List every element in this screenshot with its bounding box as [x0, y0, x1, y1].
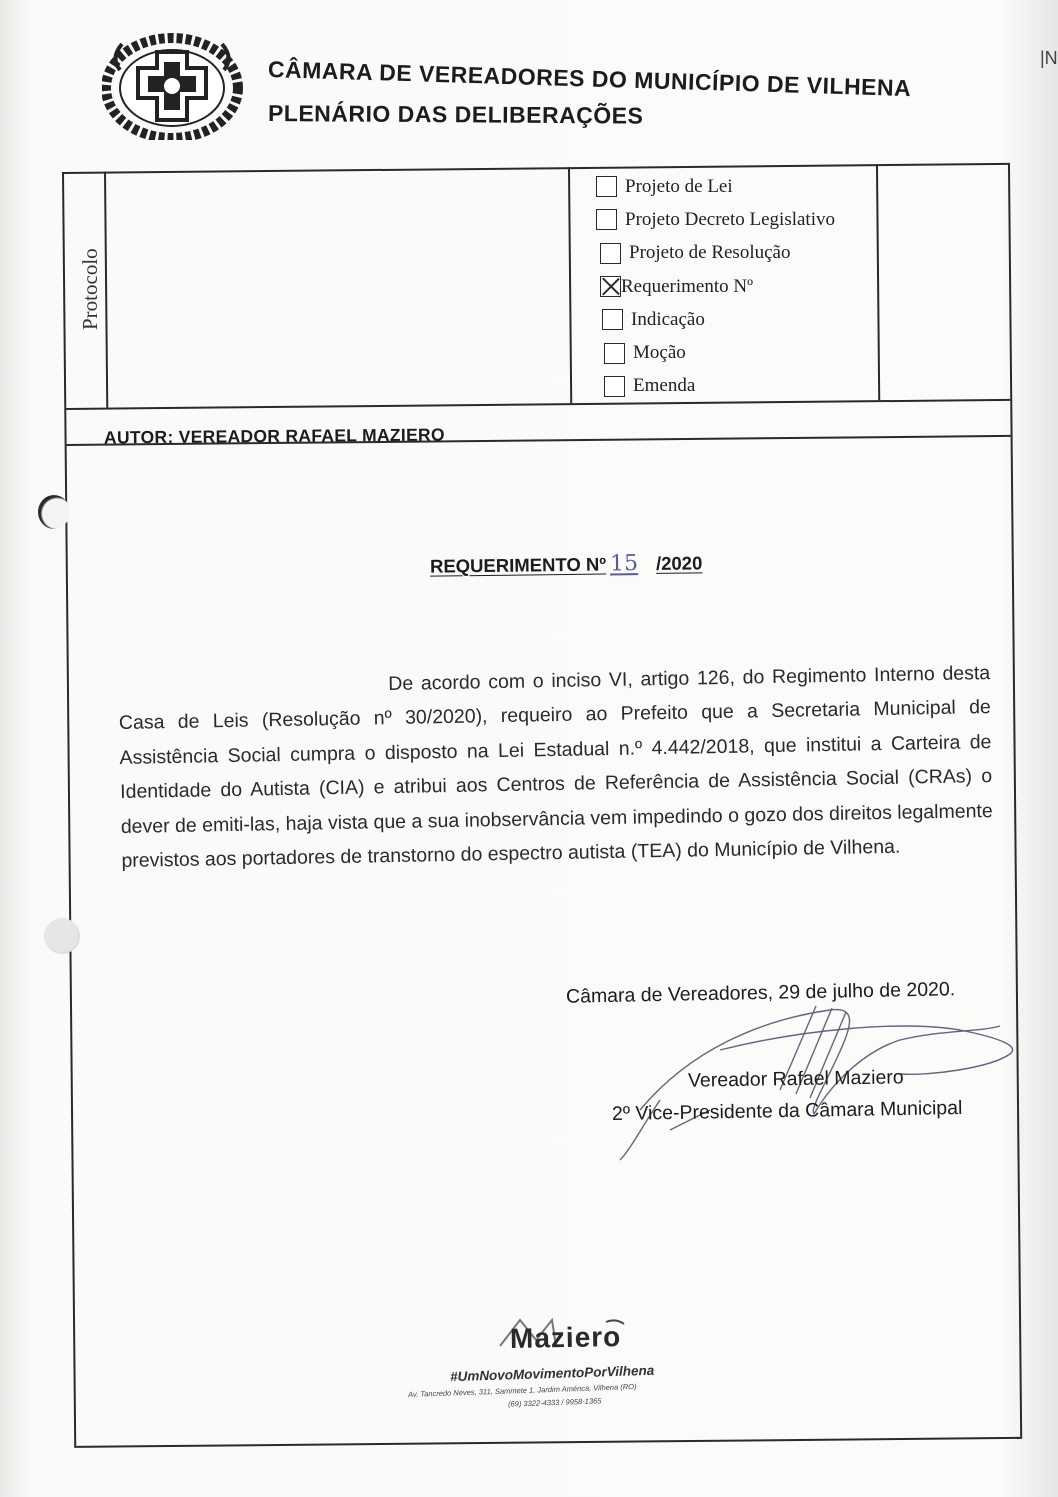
checkbox-label: Projeto de Lei — [625, 175, 733, 197]
punch-hole-top — [38, 495, 70, 529]
checkbox-box[interactable] — [604, 343, 625, 364]
institution-title: CÂMARA DE VEREADORES DO MUNICÍPIO DE VILHENA — [267, 56, 912, 102]
request-title-prefix: REQUERIMENTO Nº — [429, 553, 607, 577]
checkbox-emenda[interactable] — [596, 370, 886, 403]
footer-phone: (69) 3322-4333 / 9958-1365 — [507, 1396, 602, 1409]
request-title — [430, 550, 703, 578]
signer-name: Vereador Rafael Maziero — [687, 1066, 904, 1092]
document-type-checklist — [596, 170, 886, 403]
checkbox-label: Emenda — [633, 375, 696, 397]
signer-role: 2º Vice-Presidente da Câmara Municipal — [611, 1096, 963, 1126]
checkbox-label: Indicação — [631, 308, 705, 330]
checkbox-box[interactable] — [596, 176, 617, 197]
checkbox-label: Projeto Decreto Legislativo — [625, 208, 835, 230]
author-line: AUTOR: VEREADOR RAFAEL MAZIERO — [103, 424, 445, 448]
checkbox-mocao[interactable] — [596, 336, 886, 369]
checkbox-checked-box[interactable] — [600, 276, 621, 297]
checklist-left-divider — [568, 167, 572, 403]
checkbox-box[interactable] — [604, 376, 625, 397]
place-and-date: Câmara de Vereadores, 29 de julho de 2020. — [565, 978, 956, 1008]
handwritten-number: 15 — [609, 551, 639, 577]
request-title-suffix: /2020 — [655, 552, 703, 574]
footer-address: Av. Tancredo Neves, 311, Sammete 1, Jardim América, Vilhena (RO) — [407, 1382, 637, 1399]
footer-hashtag: #UmNovoMovimentoPorVilhena — [449, 1362, 655, 1385]
municipal-seal-icon — [102, 30, 252, 140]
margin-mark: |N — [1040, 48, 1058, 68]
checkbox-box[interactable] — [602, 309, 623, 330]
checkbox-projeto-de-resolucao[interactable] — [596, 237, 886, 270]
checkbox-box[interactable] — [600, 243, 621, 264]
checkbox-label: Moção — [633, 342, 686, 364]
protocol-divider — [104, 172, 108, 408]
checkbox-label: Requerimento Nº — [621, 275, 753, 297]
checkbox-box[interactable] — [596, 209, 617, 230]
checkbox-indicacao[interactable] — [596, 303, 886, 336]
request-body: De acordo com o inciso VI, artigo 126, do Regimento Interno desta Casa de Leis (Resolução nº 30/2020), requeiro ao Prefeito que a Secretaria Municipal de Assistência Social cumpra o disposto na Lei Estadual n.º 4.442/2018, que institui a Carteira de Identidade do Autista (CIA) e atribui aos Centros de Referência de Assistência Social (CRAs) o dever de emiti-las, haja vista que a sua inobservância vem impedindo o gozo dos direitos legalmente previstos aos portadores de transtorno do espectro autista (TEA) do Município de Vilhena. — [118, 662, 993, 872]
footer-brand: Maziero — [509, 1321, 622, 1354]
checkbox-projeto-de-lei[interactable] — [596, 170, 886, 203]
protocol-label: Protocolo — [78, 248, 102, 330]
checkbox-projeto-decreto-legislativo[interactable] — [596, 203, 886, 236]
checkbox-label: Projeto de Resolução — [629, 242, 791, 264]
checkbox-requerimento[interactable] — [596, 270, 886, 303]
department-title: PLENÁRIO DAS DELIBERAÇÕES — [267, 100, 644, 129]
punch-hole-bottom — [44, 918, 80, 954]
